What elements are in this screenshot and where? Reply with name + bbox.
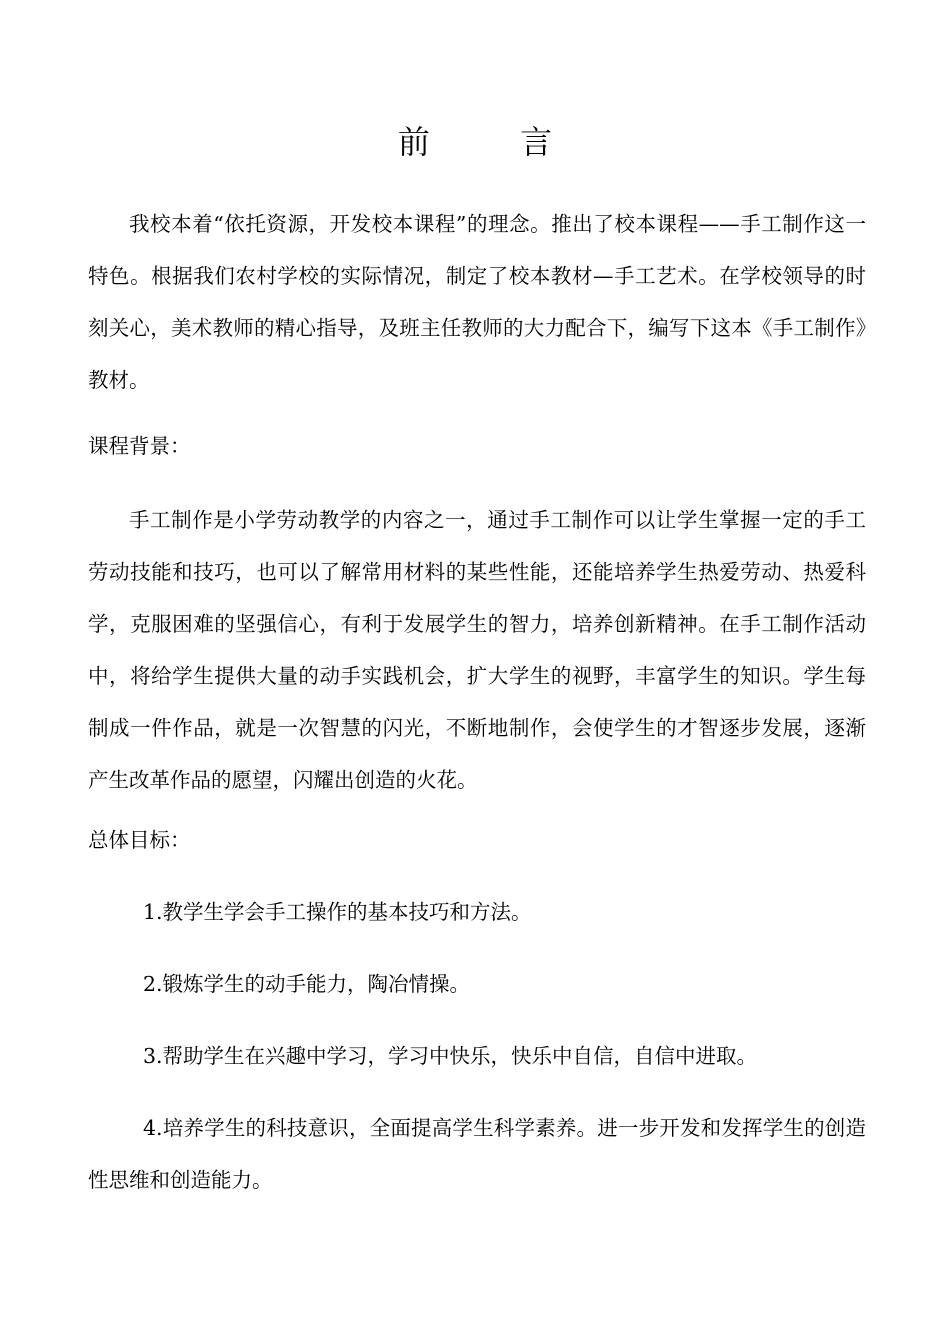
- goals-heading: 总体目标：: [88, 828, 191, 852]
- goal-item-3: 3.帮助学生在兴趣中学习，学习中快乐，快乐中自信，自信中进取。: [143, 1044, 758, 1068]
- background-paragraph: 手工制作是小学劳动教学的内容之一，通过手工制作可以让学生掌握一定的手工劳动技能和技巧，也可以了解常用材料的某些性能，还能培养学生热爱劳动、热爱科学，克服困难的坚强信心，有利于发展学生的智力，培养创新精神。在手工制作活动中，将给学生提供大量的动手实践机会，扩大学生的视野，丰富学生的知识。学生每制成一件作品，就是一次智慧的闪光，不断地制作，会使学生的才智逐步发展，逐渐产生改革作品的愿望，闪耀出创造的火花。: [88, 508, 866, 792]
- page-title: 前 言: [397, 123, 593, 161]
- intro-paragraph: 我校本着“依托资源，开发校本课程”的理念。推出了校本课程——手工制作这一特色。根据我们农村学校的实际情况，制定了校本教材—手工艺术。在学校领导的时刻关心，美术教师的精心指导，及班主任教师的大力配合下，编写下这本《手工制作》教材。: [88, 212, 866, 392]
- goal-item-2: 2.锻炼学生的动手能力，陶冶情操。: [143, 972, 471, 996]
- goal-item-4: 4.培养学生的科技意识，全面提高学生科学素养。进一步开发和发挥学生的创造性思维和创造能力。: [88, 1116, 866, 1192]
- goal-item-1: 1.教学生学会手工操作的基本技巧和方法。: [143, 900, 532, 924]
- background-heading: 课程背景：: [88, 434, 191, 458]
